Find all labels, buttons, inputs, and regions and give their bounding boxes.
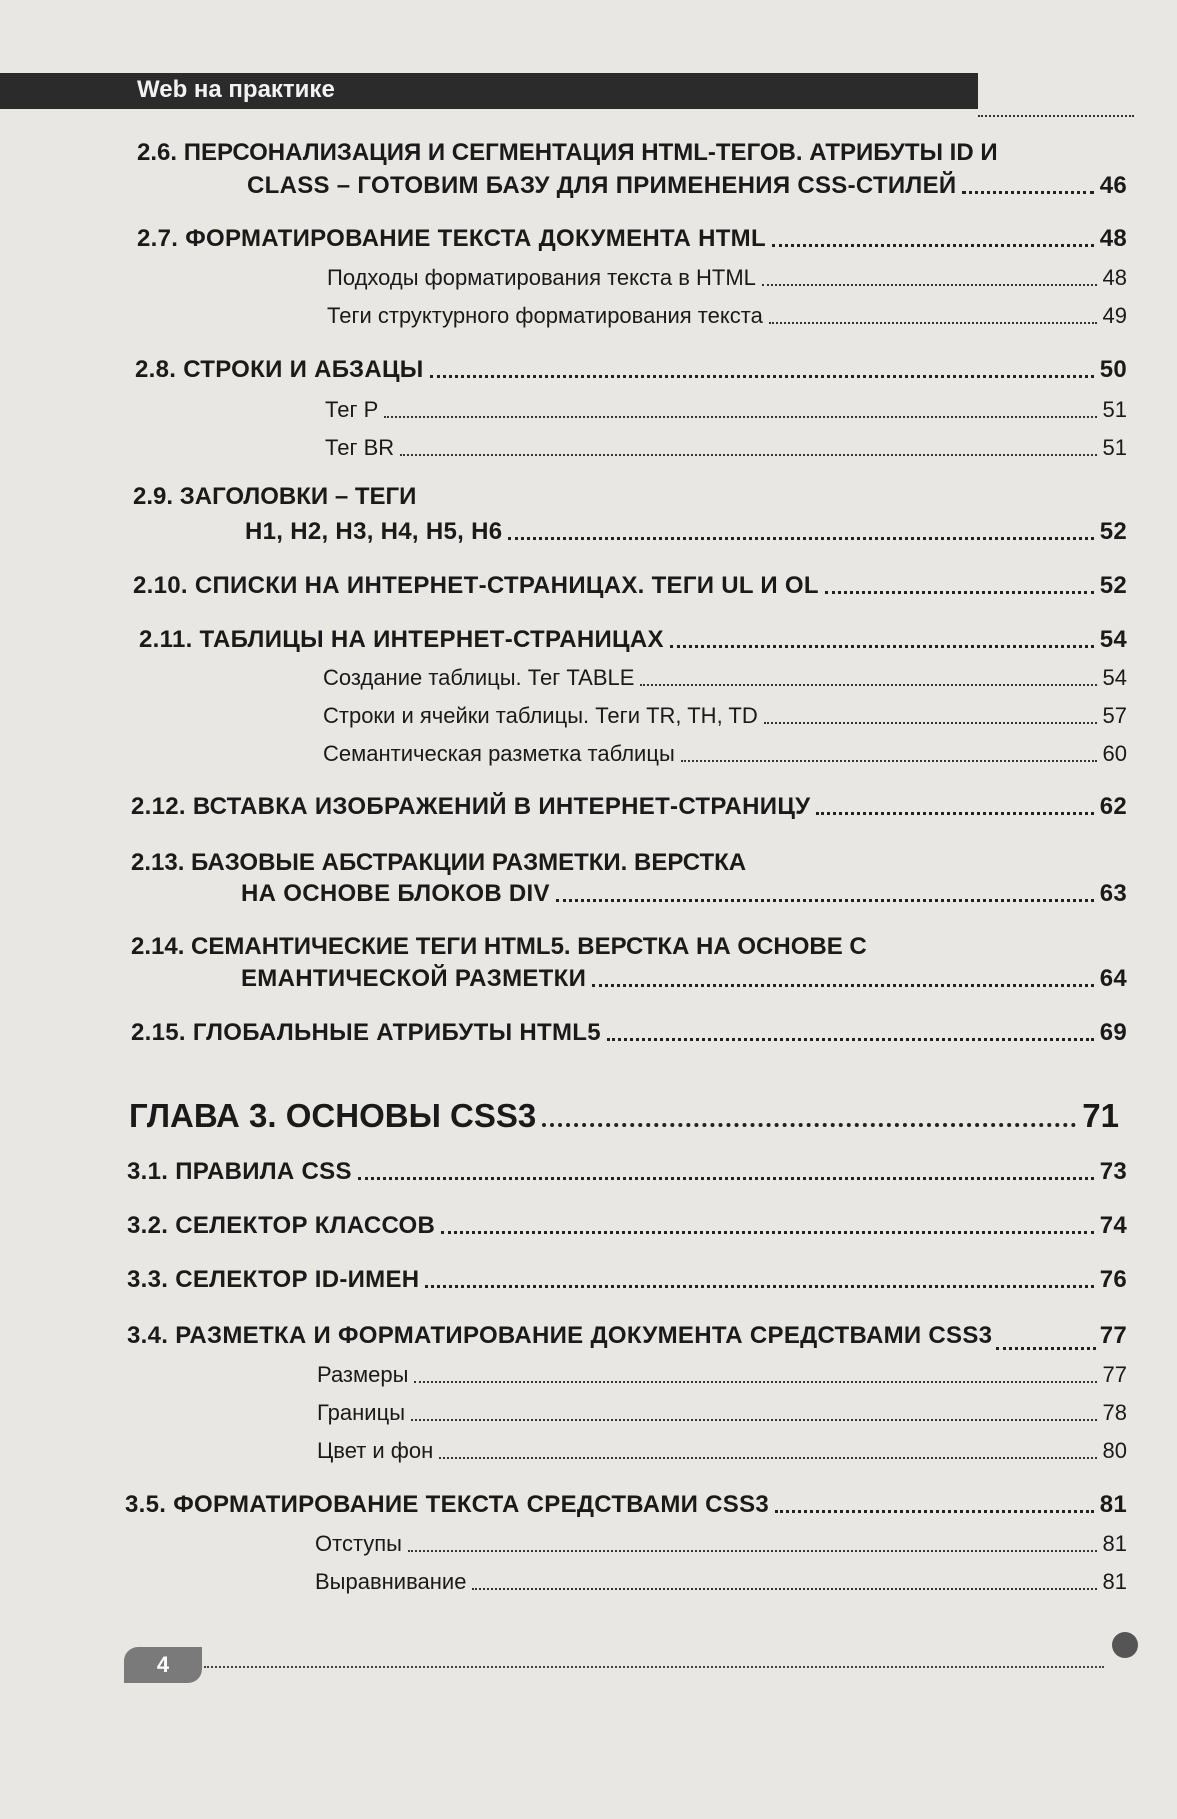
dot-leader (414, 1381, 1096, 1383)
toc-entry-2-10[interactable] (133, 572, 1127, 600)
toc-entry-title: H1, H2, H3, H4, H5, H6 (245, 518, 503, 545)
toc-entry-2-13[interactable] (241, 880, 1127, 908)
toc-entry-2-7-b[interactable] (327, 303, 1127, 329)
toc-entry-title: 2.8. СТРОКИ И АБЗАЦЫ (135, 356, 424, 383)
toc-entry-title: Выравнивание (315, 1569, 467, 1594)
toc-entry-title: 2.7. ФОРМАТИРОВАНИЕ ТЕКСТА ДОКУМЕНТА HTML (137, 225, 766, 252)
toc-page-number: 52 (1099, 572, 1127, 599)
toc-entry-title: Тег BR (325, 435, 395, 460)
dot-leader (508, 537, 1093, 540)
toc-page-number: 50 (1099, 356, 1127, 383)
toc-page-number: 69 (1099, 1019, 1127, 1046)
dot-leader (542, 1123, 1076, 1127)
toc-entry-title: 3.1. ПРАВИЛА CSS (127, 1158, 352, 1185)
dot-leader (556, 899, 1094, 902)
toc-entry-title: Подходы форматирования текста в HTML (327, 265, 756, 290)
toc-entry-2-8[interactable] (135, 356, 1127, 384)
toc-entry-2-14[interactable] (241, 965, 1127, 993)
toc-page-number: 48 (1102, 265, 1127, 290)
footer-dot-ornament (1112, 1632, 1138, 1658)
dot-leader (358, 1177, 1094, 1180)
toc-entry-title: Отступы (315, 1531, 402, 1556)
toc-page-number: 62 (1099, 793, 1127, 820)
dot-leader (816, 812, 1093, 815)
toc-entry-3-4-b[interactable] (317, 1400, 1127, 1426)
toc-entry-2-9[interactable] (245, 518, 1127, 546)
toc-page-number: 51 (1102, 397, 1127, 422)
dot-leader (441, 1231, 1094, 1234)
dot-leader (640, 684, 1096, 686)
toc-entry-2-7[interactable] (137, 225, 1127, 253)
toc-entry-title: НА ОСНОВЕ БЛОКОВ DIV (241, 880, 550, 907)
toc-entry-2-13-line1: 2.13. БАЗОВЫЕ АБСТРАКЦИИ РАЗМЕТКИ. ВЕРСТКА (131, 849, 747, 876)
toc-page-number: 63 (1099, 880, 1127, 907)
toc-entry-2-6[interactable] (247, 172, 1127, 200)
toc-page-number: 46 (1099, 172, 1127, 199)
toc-entry-2-11-a[interactable] (323, 665, 1127, 691)
toc-page-number: 74 (1099, 1212, 1127, 1239)
dot-leader (762, 284, 1097, 286)
toc-page-number: 81 (1102, 1569, 1127, 1594)
toc-entry-2-12[interactable] (131, 793, 1127, 821)
toc-page-number: 48 (1099, 225, 1127, 252)
toc-page-number: 77 (1099, 1322, 1127, 1349)
toc-page-number: 52 (1099, 518, 1127, 545)
toc-entry-2-11[interactable] (139, 626, 1127, 654)
dot-leader (439, 1457, 1096, 1459)
dot-leader (472, 1588, 1096, 1590)
toc-entry-2-14-line1: 2.14. СЕМАНТИЧЕСКИЕ ТЕГИ HTML5. ВЕРСТКА НА ОСНОВЕ С (131, 933, 867, 960)
toc-page-number: 76 (1099, 1266, 1127, 1293)
toc-entry-title: 3.4. РАЗМЕТКА И ФОРМАТИРОВАНИЕ ДОКУМЕНТА СРЕДСТВАМИ CSS3 (127, 1322, 993, 1349)
dot-leader (775, 1510, 1094, 1513)
dot-leader (681, 760, 1097, 762)
toc-page-number: 77 (1102, 1362, 1127, 1387)
toc-entry-2-11-b[interactable] (323, 703, 1127, 729)
toc-page-number: 81 (1099, 1491, 1127, 1518)
running-header-title: Web на практике (137, 76, 335, 103)
page-number-badge: 4 (124, 1647, 202, 1683)
toc-entry-title: Строки и ячейки таблицы. Теги TR, TH, TD (323, 703, 758, 728)
toc-entry-title: ЕМАНТИЧЕСКОЙ РАЗМЕТКИ (241, 965, 587, 992)
dot-leader (400, 454, 1096, 456)
dot-leader (825, 591, 1094, 594)
toc-entry-3-1[interactable] (127, 1158, 1127, 1186)
dot-leader (962, 191, 1093, 194)
dot-leader (769, 322, 1097, 324)
toc-entry-title: Теги структурного форматирования текста (327, 303, 763, 328)
toc-entry-title: 2.15. ГЛОБАЛЬНЫЕ АТРИБУТЫ HTML5 (131, 1019, 601, 1046)
toc-entry-2-8-a[interactable] (325, 397, 1127, 423)
dot-leader (411, 1419, 1097, 1421)
toc-chapter-3[interactable] (129, 1097, 1119, 1135)
toc-page-number: 64 (1099, 965, 1127, 992)
dot-leader (425, 1285, 1093, 1288)
toc-entry-title: 3.2. СЕЛЕКТОР КЛАССОВ (127, 1212, 436, 1239)
toc-entry-3-5[interactable] (125, 1491, 1127, 1519)
dot-leader (384, 416, 1096, 418)
toc-entry-title: Создание таблицы. Тег TABLE (323, 665, 635, 690)
toc-entry-3-5-b[interactable] (315, 1569, 1127, 1595)
toc-page-number: 51 (1102, 435, 1127, 460)
toc-entry-title: Границы (317, 1400, 405, 1425)
toc-page-number: 54 (1099, 626, 1127, 653)
toc-page-number: 71 (1082, 1097, 1119, 1134)
dot-leader (408, 1550, 1097, 1552)
footer-dotted-rule (204, 1666, 1104, 1668)
dot-leader (607, 1038, 1094, 1041)
toc-entry-3-5-a[interactable] (315, 1531, 1127, 1557)
toc-entry-title: Цвет и фон (317, 1438, 434, 1463)
toc-entry-3-4[interactable] (127, 1322, 1127, 1350)
toc-entry-2-8-b[interactable] (325, 435, 1127, 461)
toc-page-number: 80 (1102, 1438, 1127, 1463)
toc-page-number: 57 (1102, 703, 1127, 728)
toc-entry-title: 2.10. СПИСКИ НА ИНТЕРНЕТ-СТРАНИЦАХ. ТЕГИ UL И OL (133, 572, 819, 599)
toc-page-number: 60 (1102, 741, 1127, 766)
toc-entry-3-3[interactable] (127, 1266, 1127, 1294)
toc-entry-3-4-a[interactable] (317, 1362, 1127, 1388)
toc-page-number: 78 (1102, 1400, 1127, 1425)
toc-entry-2-9-line1: 2.9. ЗАГОЛОВКИ – ТЕГИ (133, 483, 417, 510)
toc-entry-title: Тег P (325, 397, 379, 422)
toc-entry-title: 2.12. ВСТАВКА ИЗОБРАЖЕНИЙ В ИНТЕРНЕТ-СТРАНИЦУ (131, 793, 811, 820)
toc-page-number: 73 (1099, 1158, 1127, 1185)
toc-entry-2-6-line1: 2.6. ПЕРСОНАЛИЗАЦИЯ И СЕГМЕНТАЦИЯ HTML-ТЕГОВ. АТРИБУТЫ ID И (137, 139, 998, 166)
toc-entry-title: Семантическая разметка таблицы (323, 741, 675, 766)
toc-chapter-title: ГЛАВА 3. ОСНОВЫ CSS3 (129, 1097, 537, 1134)
dot-leader (670, 645, 1094, 648)
toc-entry-3-4-c[interactable] (317, 1438, 1127, 1464)
toc-entry-title: 3.3. СЕЛЕКТОР ID-ИМЕН (127, 1266, 420, 1293)
dot-leader (996, 1347, 1095, 1350)
dot-leader (772, 244, 1094, 247)
toc-entry-2-11-c[interactable] (323, 741, 1127, 767)
toc-entry-2-7-a[interactable] (327, 265, 1127, 291)
toc-page-number: 49 (1102, 303, 1127, 328)
toc-entry-2-15[interactable] (131, 1019, 1127, 1047)
toc-entry-title: CLASS – ГОТОВИМ БАЗУ ДЛЯ ПРИМЕНЕНИЯ CSS-СТИЛЕЙ (247, 172, 957, 199)
toc-page-number: 81 (1102, 1531, 1127, 1556)
dot-leader (764, 722, 1097, 724)
toc-entry-title: 2.11. ТАБЛИЦЫ НА ИНТЕРНЕТ-СТРАНИЦАХ (139, 626, 664, 653)
dot-leader (592, 984, 1094, 987)
dot-leader (430, 375, 1094, 378)
toc-entry-3-2[interactable] (127, 1212, 1127, 1240)
toc-entry-title: Размеры (317, 1362, 409, 1387)
toc-entry-title: 3.5. ФОРМАТИРОВАНИЕ ТЕКСТА СРЕДСТВАМИ CSS3 (125, 1491, 770, 1518)
toc-page-number: 54 (1102, 665, 1127, 690)
